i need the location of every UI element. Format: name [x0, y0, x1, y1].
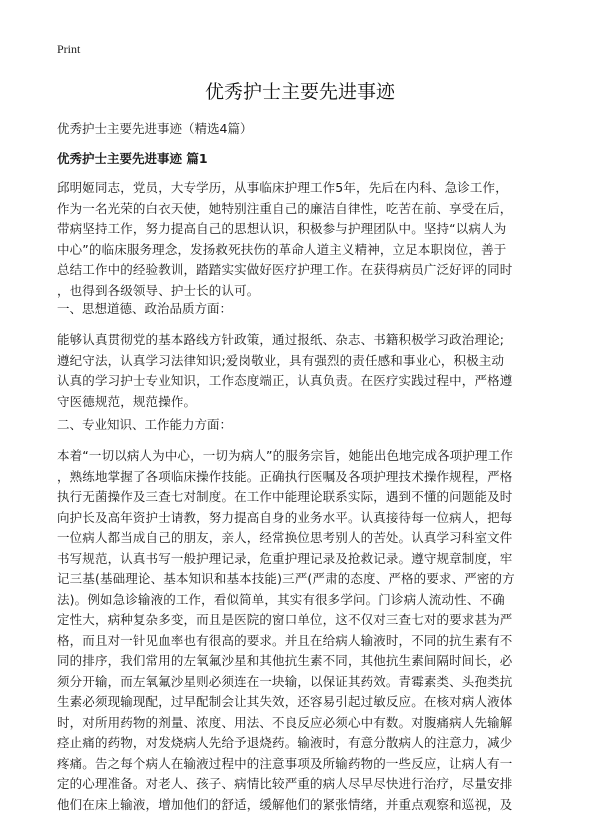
- section-heading-skills: 二、专业知识、工作能力方面：: [57, 417, 233, 432]
- print-link[interactable]: Print: [57, 42, 81, 56]
- text-line: 守医德规范，规范操作。: [57, 393, 197, 409]
- paragraph-intro: [57, 178, 553, 301]
- text-line: 总结工作中的经验教训，踏踏实实做好医疗护理工作。在获得病员广泛好评的同时: [57, 262, 513, 277]
- paragraph-skills: [57, 446, 553, 815]
- text-line: 书写规范，认真书写一般护理记录，危重护理记录及抢救记录。遵守规章制度，牢: [57, 550, 513, 566]
- text-line: 记三基(基础理论、基本知识和基本技能)三严(严肃的态度、严格的要求、严密的方: [57, 571, 515, 586]
- text-line: 法)。例如急诊输液的工作，看似简单，其实有很多学问。门诊病人流动性、不确: [57, 591, 505, 607]
- text-line: 认真的学习护士专业知识，工作态度端正，认真负责。在医疗实践过程中，严格遵: [57, 373, 513, 388]
- text-line: 执行无菌操作及三查七对制度。在工作中能理论联系实际，遇到不懂的问题能及时: [57, 489, 513, 504]
- text-line: 中心”的临床服务理念，发扬救死扶伤的革命人道主义精神，立足本职岗位，善于: [57, 241, 507, 257]
- text-line: 作为一名光荣的白衣天使，她特别注重自己的廉洁自律性，吃苦在前、享受在后，: [57, 200, 513, 216]
- text-line: 本着“一切以病人为中心，一切为病人”的服务宗旨，她能出色地完成各项护理工作: [57, 448, 514, 463]
- text-line: 他们在床上输液，增加他们的舒适，缓解他们的紧张情绪，并重点观察和巡视，及: [57, 796, 513, 812]
- text-line: 生素必须现输现配，过早配制会让其失效，还容易引起过敏反应。在核对病人液体: [57, 694, 513, 709]
- text-line: 疼痛。告之每个病人在输液过程中的注意事项及所输药物的一些反应，让病人有一: [57, 755, 513, 771]
- text-line: 一位病人都当成自己的朋友，亲人，经常换位思考别人的苦处。认真学习科室文件: [57, 530, 513, 545]
- text-line: 定性大，病种复杂多变，而且是医院的窗口单位，这不仅对三查七对的要求甚为严: [57, 612, 513, 627]
- text-line: 痉止痛的药物，对发烧病人先给予退烧药。输液时，有意分散病人的注意力，减少: [57, 735, 513, 750]
- page-title: 优秀护士主要先进事迹: [204, 81, 395, 103]
- text-line: ，也得到各级领导、护士长的认可。: [57, 282, 260, 298]
- paragraph-ideology: [57, 330, 553, 412]
- text-line: 同的排序，我们常用的左氧氟沙星和其他抗生素不同，其他抗生素间隔时间长，必: [57, 653, 513, 668]
- text-line: 邱明姬同志，党员，大专学历，从事临床护理工作5年，先后在内科、急诊工作，: [57, 180, 508, 195]
- text-line: 定的心理准备。对老人、孩子、病情比较严重的病人尽早尽快进行治疗，尽量安排: [57, 776, 513, 791]
- text-line: 时，对所用药物的剂量、浓度、用法、不良反应必须心中有数。对腹痛病人先输解: [57, 714, 513, 730]
- text-line: 遵纪守法，认真学习法律知识;爱岗敬业，具有强烈的责任感和事业心，积极主动: [57, 352, 505, 368]
- text-line: 格，而且对一针见血率也有很高的要求。并且在给病人输液时，不同的抗生素有不: [57, 632, 513, 648]
- text-line: 向护长及高年资护士请教，努力提高自身的业务水平。认真接待每一位病人，把每: [57, 509, 513, 525]
- section-heading-ideology: 一、思想道德、政治品质方面：: [57, 301, 233, 316]
- text-line: 带病坚持工作，努力提高自己的思想认识，积极参与护理团队中。坚持“以病人为: [57, 221, 507, 236]
- text-line: 能够认真贯彻党的基本路线方针政策，通过报纸、杂志、书籍积极学习政治理论;: [57, 332, 505, 347]
- article-heading: 优秀护士主要先进事迹 篇1: [57, 151, 208, 166]
- text-line: ，熟练地掌握了各项临床操作技能。正确执行医嘱及各项护理技术操作规程，严格: [57, 468, 513, 484]
- text-line: 须分开输，而左氧氟沙星则必须连在一块输，以保证其药效。青霉素类、头孢类抗: [57, 673, 513, 689]
- document-subtitle: 优秀护士主要先进事迹（精选4篇）: [57, 121, 253, 136]
